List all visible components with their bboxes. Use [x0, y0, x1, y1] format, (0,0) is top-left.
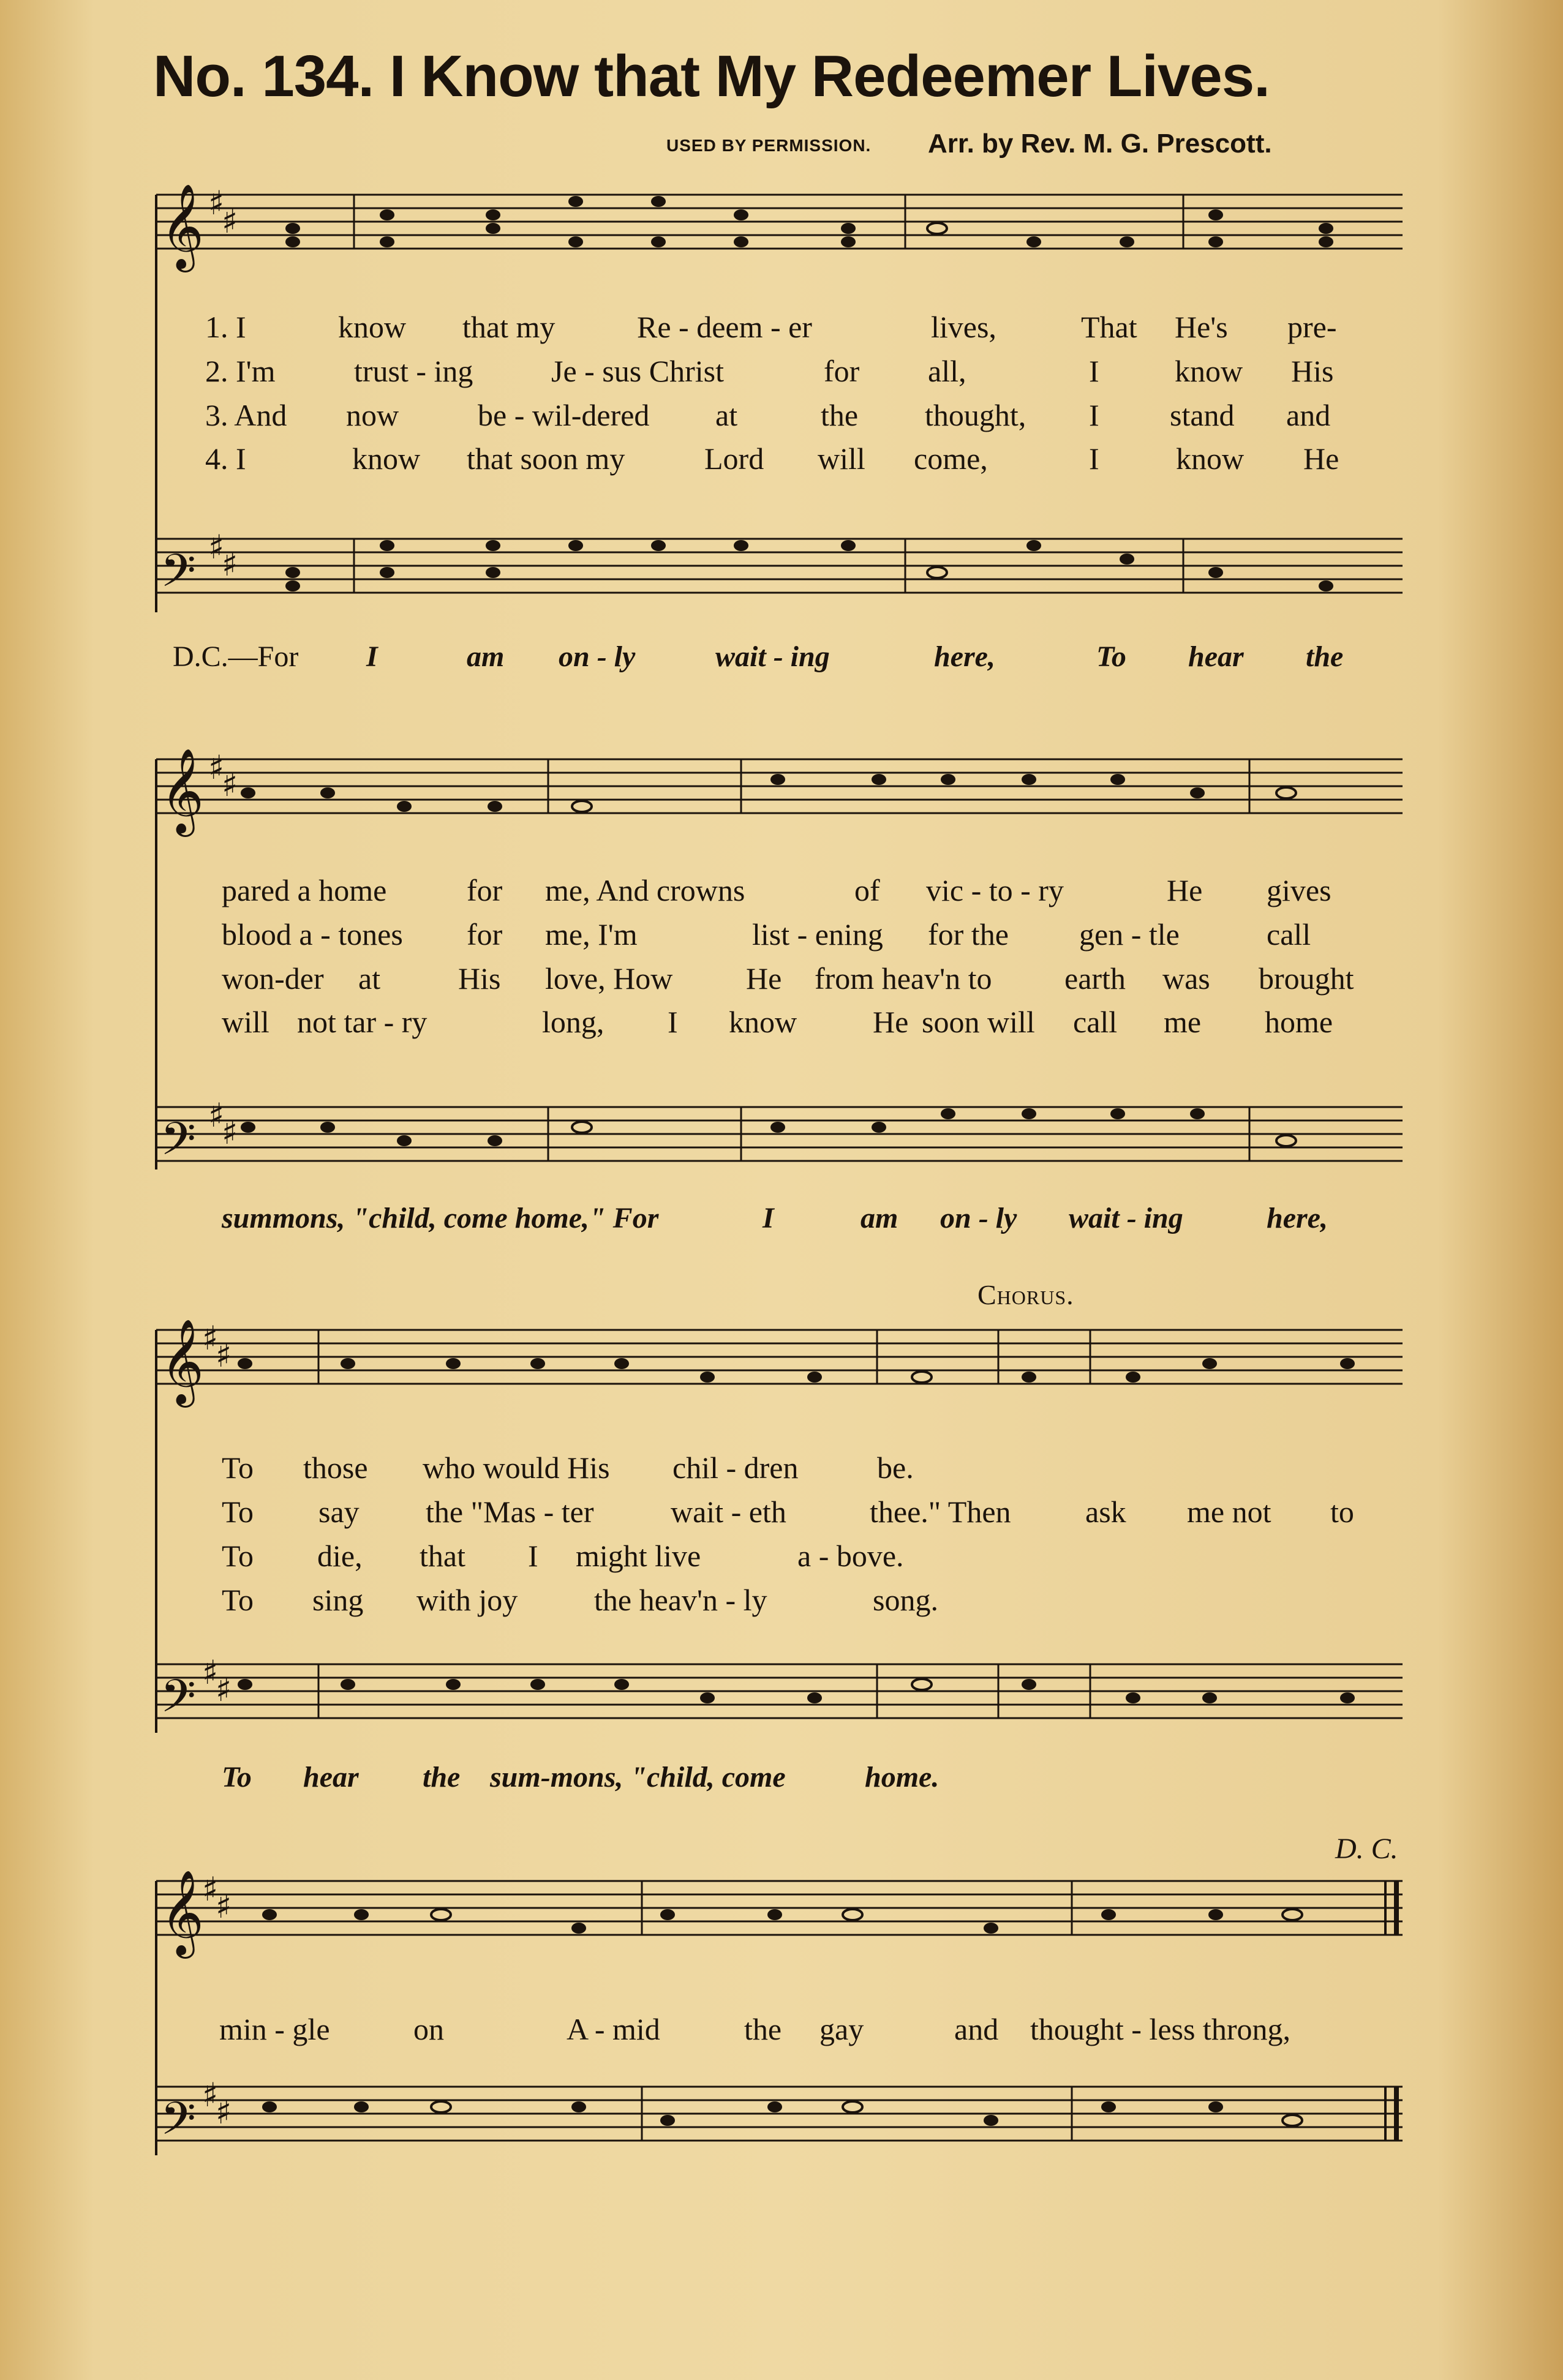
lyric: His: [1291, 354, 1334, 388]
lyric: the: [821, 398, 859, 432]
lyric: a - bove.: [797, 1539, 904, 1573]
lyric: blood a - tones: [222, 917, 403, 952]
lyric: say: [318, 1495, 360, 1529]
lyric: I: [668, 1005, 678, 1039]
lyric: His: [458, 961, 501, 996]
lyric: pared a home: [222, 873, 387, 907]
lyric: that soon my: [467, 441, 625, 476]
staff-system3-bass: [156, 1664, 1403, 1718]
svg-text:♯: ♯: [222, 765, 238, 804]
lyric: know: [1175, 354, 1243, 388]
lyric: thee." Then: [870, 1495, 1011, 1529]
lyric: know: [352, 441, 421, 476]
lyric: me: [1164, 1005, 1202, 1039]
lyric: hear: [1188, 640, 1244, 673]
lyric: be - wil-dered: [478, 398, 650, 432]
lyric: A - mid: [567, 2012, 660, 2046]
lyric: I: [1089, 398, 1099, 432]
staff-system4-treble: [156, 1881, 1403, 1935]
lyric: gives: [1267, 873, 1331, 907]
lyric: soon will: [922, 1005, 1035, 1039]
svg-text:♯: ♯: [208, 748, 225, 787]
lyric: the heav'n - ly: [594, 1583, 767, 1617]
da-capo-mark: D. C.: [1335, 1833, 1398, 1865]
hymn-title: No. 134. I Know that My Redeemer Lives.: [153, 43, 1270, 109]
treble-clef-icon: 𝄞: [160, 748, 204, 833]
lyric: earth: [1064, 961, 1126, 996]
svg-text:♯: ♯: [208, 1096, 225, 1135]
lyric: come,: [914, 441, 988, 476]
lyric: all,: [928, 354, 966, 388]
lyric: He: [1303, 441, 1339, 476]
lyric: will: [818, 441, 865, 476]
lyric: thought - less throng,: [1030, 2012, 1290, 2046]
svg-text:♯: ♯: [222, 1113, 238, 1152]
lyric: home: [1265, 1005, 1333, 1039]
lyric: for: [467, 873, 503, 907]
lyric: gen - tle: [1079, 917, 1180, 952]
svg-text:♯: ♯: [222, 202, 238, 241]
svg-text:♯: ♯: [208, 184, 225, 222]
lyric: me, And crowns: [545, 873, 745, 907]
lyric: To: [222, 1495, 254, 1529]
lyric: with joy: [416, 1583, 518, 1617]
lyric: was: [1162, 961, 1210, 996]
lyric: To: [222, 1539, 254, 1573]
lyric: at: [715, 398, 738, 432]
arranger-credit: Arr. by Rev. M. G. Prescott.: [928, 129, 1272, 159]
lyric: 2. I'm: [205, 354, 276, 388]
treble-clef-icon: 𝄞: [160, 1319, 204, 1404]
lyric: know: [729, 1005, 797, 1039]
lyric: won-der: [222, 961, 324, 996]
lyric: might live: [576, 1539, 701, 1573]
lyric: Lord: [704, 441, 764, 476]
lyric: love, How: [545, 961, 673, 996]
staff-system1-bass: [156, 539, 1403, 593]
lyric: the "Mas - ter: [426, 1495, 594, 1529]
lyric: the: [744, 2012, 782, 2046]
lyric: To: [222, 1583, 254, 1617]
lyric: those: [303, 1451, 368, 1485]
lyric: He: [873, 1005, 909, 1039]
lyric: sing: [312, 1583, 364, 1617]
svg-text:♯: ♯: [216, 1336, 232, 1375]
lyric: vic - to - ry: [926, 873, 1064, 907]
lyric: wait - ing: [1069, 1202, 1183, 1234]
lyric: be.: [877, 1451, 914, 1485]
lyric: chil - dren: [672, 1451, 799, 1485]
lyric: call: [1267, 917, 1311, 952]
lyric: and: [954, 2012, 999, 2046]
lyric: here,: [1267, 1202, 1328, 1234]
lyric: on - ly: [940, 1202, 1017, 1234]
lyric: wait - ing: [715, 640, 830, 673]
lyric: gay: [819, 2012, 864, 2046]
lyric: wait - eth: [671, 1495, 786, 1529]
lyric: from heav'n to: [815, 961, 992, 996]
lyric: on - ly: [559, 640, 636, 673]
lyric: I: [1089, 354, 1099, 388]
lyric: the: [423, 1761, 461, 1793]
lyric: here,: [934, 640, 995, 673]
staff-system2-bass: [156, 1107, 1403, 1161]
lyric: on: [413, 2012, 444, 2046]
lyric: who would His: [423, 1451, 610, 1485]
svg-text:♯: ♯: [216, 1670, 232, 1709]
lyric: stand: [1170, 398, 1235, 432]
lyric: the: [1306, 640, 1344, 673]
staff-system3-treble: [156, 1330, 1403, 1384]
lyric: of: [854, 873, 880, 907]
bass-clef-icon: 𝄢: [160, 1670, 196, 1734]
lyric: thought,: [925, 398, 1026, 432]
lyric: hear: [303, 1761, 359, 1793]
permission-note: USED BY PERMISSION.: [666, 136, 872, 155]
lyric: 1. I: [205, 310, 246, 344]
lyric: trust - ing: [354, 354, 473, 388]
lyric: I: [528, 1539, 538, 1573]
lyric: song.: [873, 1583, 938, 1617]
staff-system4-bass: [156, 2087, 1403, 2141]
bass-clef-icon: 𝄢: [160, 2092, 196, 2157]
lyric: to: [1330, 1495, 1354, 1529]
lyric: that my: [462, 310, 556, 344]
lyric: To: [222, 1761, 252, 1793]
lyric: list - ening: [752, 917, 883, 952]
lyric: am: [861, 1202, 898, 1234]
lyric: me not: [1187, 1495, 1271, 1529]
lyric: He: [1167, 873, 1203, 907]
bass-clef-icon: 𝄢: [160, 544, 196, 609]
lyric: sum-mons, "child, come: [490, 1761, 786, 1793]
lyric: at: [358, 961, 381, 996]
svg-text:♯: ♯: [216, 1887, 232, 1926]
lyric: that: [420, 1539, 465, 1573]
lyric: me, I'm: [545, 917, 638, 952]
lyric: I: [763, 1202, 774, 1234]
lyric: I: [1089, 441, 1099, 476]
lyric: will: [222, 1005, 269, 1039]
treble-clef-icon: 𝄞: [160, 1870, 204, 1955]
staff-system2-treble: [156, 759, 1403, 813]
lyric: He's: [1175, 310, 1228, 344]
bass-clef-icon: 𝄢: [160, 1113, 196, 1177]
lyric: 4. I: [205, 441, 246, 476]
lyric: lives,: [931, 310, 996, 344]
lyric: Re - deem - er: [637, 310, 812, 344]
lyric: call: [1073, 1005, 1118, 1039]
lyric: He: [746, 961, 782, 996]
svg-text:♯: ♯: [202, 1870, 219, 1909]
svg-text:♯: ♯: [202, 1653, 219, 1692]
lyric: I: [366, 640, 378, 673]
lyric: am: [467, 640, 505, 673]
svg-text:♯: ♯: [216, 2093, 232, 2131]
lyric: for: [467, 917, 503, 952]
lyric: know: [1176, 441, 1245, 476]
lyric: for: [824, 354, 860, 388]
lyric: home.: [865, 1761, 940, 1793]
lyric: for the: [928, 917, 1009, 952]
lyric: know: [338, 310, 407, 344]
svg-text:♯: ♯: [222, 545, 238, 584]
lyric: 3. And: [205, 398, 287, 432]
svg-text:♯: ♯: [202, 1319, 219, 1357]
svg-text:♯: ♯: [202, 2076, 219, 2114]
chorus-label: Chorus.: [977, 1279, 1074, 1310]
lyric: summons, "child, come home," For: [222, 1202, 659, 1234]
lyric: Je - sus Christ: [551, 354, 724, 388]
lyric: now: [346, 398, 399, 432]
lyric: die,: [317, 1539, 363, 1573]
lyric: brought: [1259, 961, 1354, 996]
lyric: To: [1096, 640, 1126, 673]
lyric: To: [222, 1451, 254, 1485]
lyric: and: [1286, 398, 1331, 432]
treble-clef-icon: 𝄞: [160, 184, 204, 269]
lyric: long,: [542, 1005, 604, 1039]
lyric: That: [1081, 310, 1137, 344]
lyric: D.C.—For: [173, 640, 299, 673]
svg-text:♯: ♯: [208, 528, 225, 566]
lyric: ask: [1085, 1495, 1126, 1529]
lyric: pre-: [1287, 310, 1337, 344]
lyric: not tar - ry: [297, 1005, 427, 1039]
lyric: min - gle: [219, 2012, 330, 2046]
